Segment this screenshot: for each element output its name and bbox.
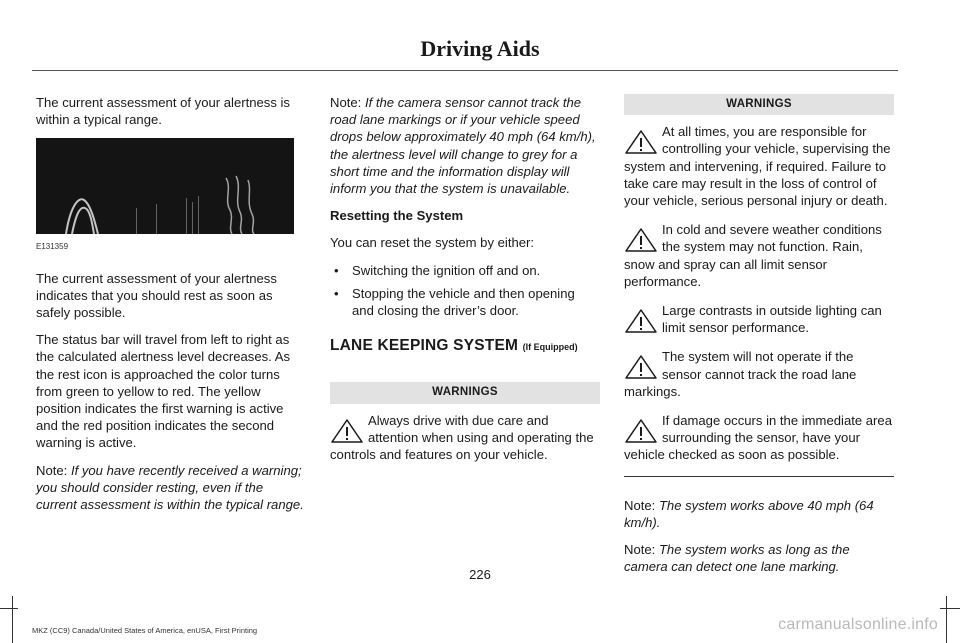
section-title: LANE KEEPING SYSTEM xyxy=(330,337,519,355)
warning-item xyxy=(624,123,894,209)
warning-triangle-icon xyxy=(624,308,658,334)
warning-item xyxy=(624,412,894,464)
note-text: The system works above 40 mph (64 km/h). xyxy=(624,497,874,530)
warning-text: If damage occurs in the immediate area surrounding the sensor, have your vehicle checked as soon as possible. xyxy=(624,413,892,463)
warning-triangle-icon xyxy=(624,418,658,444)
bullet-list xyxy=(330,262,600,320)
column-2 xyxy=(330,94,600,475)
warning-triangle-icon xyxy=(624,227,658,253)
crop-mark xyxy=(12,596,13,643)
warning-text: Always drive with due care and attention when using and operating the controls and features on your vehicle. xyxy=(330,412,594,463)
note-label: Note: xyxy=(36,462,68,478)
note-text: If you have recently received a warning; you should consider resting, even if the current assessment is within the typical range. xyxy=(36,462,304,513)
footer-text: MKZ (CC9) Canada/United States of America, enUSA, First Printing xyxy=(32,626,258,635)
warning-text: At all times, you are responsible for controlling your vehicle, supervising the system and intervening, if required. Failure to take care may result in the loss of control of your vehicle, serious personal injury or death. xyxy=(624,124,891,209)
note xyxy=(624,497,894,531)
figure-caption: E131359 xyxy=(36,242,69,252)
subheading-reset: Resetting the System xyxy=(330,208,464,224)
section-heading xyxy=(330,337,600,356)
warning-item xyxy=(624,302,894,336)
note-label: Note: xyxy=(624,497,656,513)
note-text: If the camera sensor cannot track the road lane markings or if your vehicle speed drops below approximately 40 mph (64 km/h), the alertness level will change to grey for a short time and the information display will inform you that the system is unavailable. xyxy=(330,95,596,197)
paragraph: The status bar will travel from left to right as the calculated alertness level decreases. As the rest icon is approached the color turns from green to yellow to red. The yellow position indicates the first warning is active and the red position indicates the second warning is active. xyxy=(36,332,291,451)
note xyxy=(36,462,306,514)
column-3 xyxy=(624,94,894,585)
page-title: Driving Aids xyxy=(420,36,540,61)
list-item: • Switching the ignition off and on. xyxy=(330,262,600,279)
warning-text: The system will not operate if the sensor cannot track the road lane markings. xyxy=(624,349,857,399)
column-1 xyxy=(36,94,306,523)
figure-image xyxy=(36,138,294,234)
warning-text: Large contrasts in outside lighting can limit sensor performance. xyxy=(662,303,882,336)
crop-mark xyxy=(0,608,18,609)
note-label: Note: xyxy=(624,542,656,558)
crop-mark xyxy=(946,596,947,643)
warning-item xyxy=(624,348,894,400)
warning-triangle-icon xyxy=(330,418,364,444)
crop-mark xyxy=(940,608,960,609)
page-number: 226 xyxy=(469,567,491,582)
warning-triangle-icon xyxy=(624,129,658,155)
paragraph: The current assessment of your alertness indicates that you should rest as soon as safely possible. xyxy=(36,270,277,321)
list-item: • Stopping the vehicle and then opening and closing the driver’s door. xyxy=(330,285,600,319)
figure-graphic xyxy=(36,138,294,234)
header-rule xyxy=(32,70,898,71)
section-suffix: (If Equipped) xyxy=(522,342,578,353)
note-label: Note: xyxy=(330,95,362,110)
watermark: carmanualsonline.info xyxy=(778,616,938,633)
warning-item xyxy=(330,412,600,464)
warning-triangle-icon xyxy=(624,354,658,380)
paragraph: The current assessment of your alertness is within a typical range. xyxy=(36,95,290,128)
note xyxy=(330,94,600,197)
warning-item xyxy=(624,221,894,290)
paragraph: You can reset the system by either: xyxy=(330,235,535,251)
note-text: The system works as long as the camera can detect one lane marking. xyxy=(624,542,850,575)
warnings-band: WARNINGS xyxy=(624,94,894,115)
warning-text: In cold and severe weather conditions the system may not function. Rain, snow and spray can all limit sensor performance. xyxy=(624,222,882,289)
warnings-band: WARNINGS xyxy=(330,382,600,403)
warnings-end-rule xyxy=(624,476,894,477)
